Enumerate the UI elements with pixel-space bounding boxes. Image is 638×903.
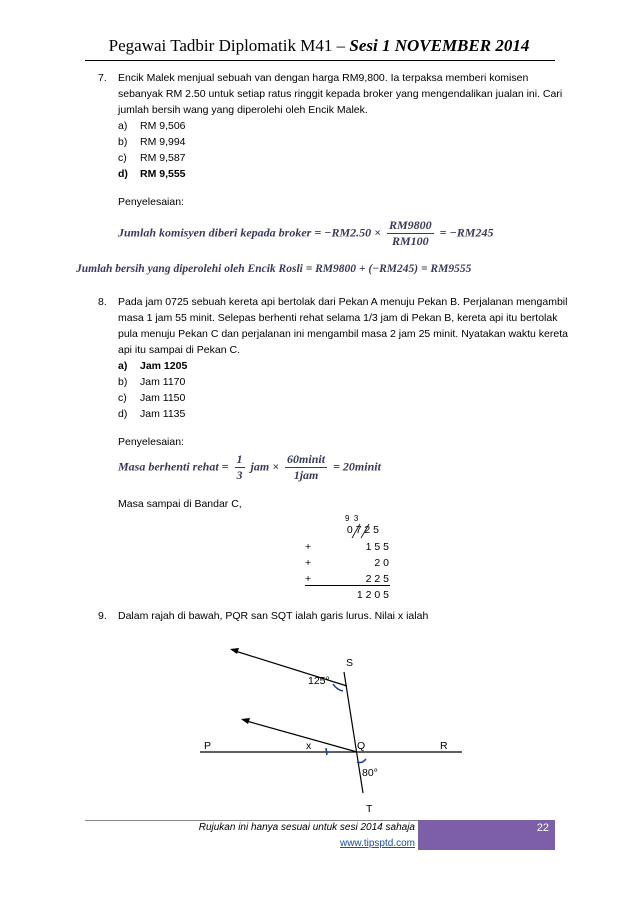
q7-formula-net: Jumlah bersih yang diperolehi oleh Encik Rosli = RM9800 + (−RM245) = RM9555 (76, 263, 472, 275)
label-80: 80° (362, 767, 378, 779)
option-d-answer: d) RM 9,555 (118, 168, 186, 180)
calc-op: + (305, 573, 312, 585)
label-q: Q (357, 740, 366, 752)
question-number: 7. (98, 72, 107, 84)
arrow-upper-icon (230, 648, 239, 654)
arrival-label: Masa sampai di Bandar C, (118, 498, 242, 510)
option-c: c) Jam 1150 (118, 392, 186, 404)
question-text: Encik Malek menjual sebuah van dengan harga RM9,800. Ia terpaksa memberi komisen sebanyak RM 2.50 untuk setiap ratus ringgit kepada broker yang mengendalikan jualan ini. Cari jumlah bersih wang yang diperolehi oleh Encik Malek. (118, 72, 563, 116)
angle-arc-125 (333, 684, 343, 691)
ray-upper (232, 650, 347, 686)
question-text: Pada jam 0725 sebuah kereta api bertolak dari Pekan A menuju Pekan B. Perjalanan mengambil masa 1 jam 55 minit. Selepas berhenti rehat selama 1/3 jam di Pekan B, kereta api itu bertolak pula menuju Pekan C dan perjalanan ini mengambil masa 2 jam 25 minit. Nyatakan waktu kereta api itu sampai di Pekan C. (118, 296, 568, 356)
option-b: b) Jam 1170 (118, 376, 186, 388)
label-s: S (346, 657, 354, 669)
q8-formula-rest: Masa berhenti rehat = $\frac{1}{3}$ jam × $\frac{\text{60minit}}{\text{1jam}}$ = 20minit (118, 452, 381, 482)
label-p: P (204, 740, 212, 752)
option-d: d) Jam 1135 (118, 408, 186, 420)
calc-row-3: 2 0 (374, 557, 389, 569)
page-number-box (418, 820, 555, 850)
calc-op: + (305, 541, 312, 553)
label-t: T (366, 803, 373, 815)
line-sqt (344, 672, 366, 793)
calc-row-1: 0 7 2 5 (346, 524, 379, 536)
question-number: 8. (98, 296, 107, 308)
ray-lower (243, 720, 357, 752)
question-text: Dalam rajah di bawah, PQR san SQT ialah garis lurus. Nilai x ialah (118, 610, 429, 622)
footer-note: Rujukan ini hanya sesuai untuk sesi 2014 sahaja (198, 822, 415, 833)
option-c: c) RM 9,587 (118, 152, 186, 164)
q7-formula-commission: Jumlah komisyen diberi kepada broker = −RM2.50 × $\frac{RM9800}{RM100}$ = −RM245 (118, 218, 494, 248)
angle-mark-x (326, 748, 327, 755)
footer-link[interactable]: www.tipsptd.com (339, 838, 415, 849)
solution-label: Penyelesaian: (118, 436, 184, 448)
arrow-lower-icon (241, 718, 250, 724)
calc-row-2: 1 5 5 (365, 541, 389, 553)
option-b: b) RM 9,994 (118, 136, 186, 148)
header-session: Sesi 1 NOVEMBER 2014 (349, 36, 530, 55)
option-a: a) RM 9,506 (118, 120, 186, 132)
calc-op: + (305, 557, 312, 569)
label-125: 125° (308, 675, 330, 687)
page-number: 22 (536, 822, 549, 834)
label-r: R (440, 740, 448, 752)
calc-result: 1 2 0 5 (356, 589, 389, 601)
option-a-answer: a) Jam 1205 (118, 360, 188, 372)
header-title: Pegawai Tadbir Diplomatik M41 – (108, 36, 346, 55)
solution-label: Penyelesaian: (118, 196, 184, 208)
question-number: 9. (98, 610, 107, 622)
label-x: x (306, 740, 312, 752)
calc-row-4: 2 2 5 (365, 573, 389, 585)
carry-digits: 9 3 (345, 514, 359, 523)
